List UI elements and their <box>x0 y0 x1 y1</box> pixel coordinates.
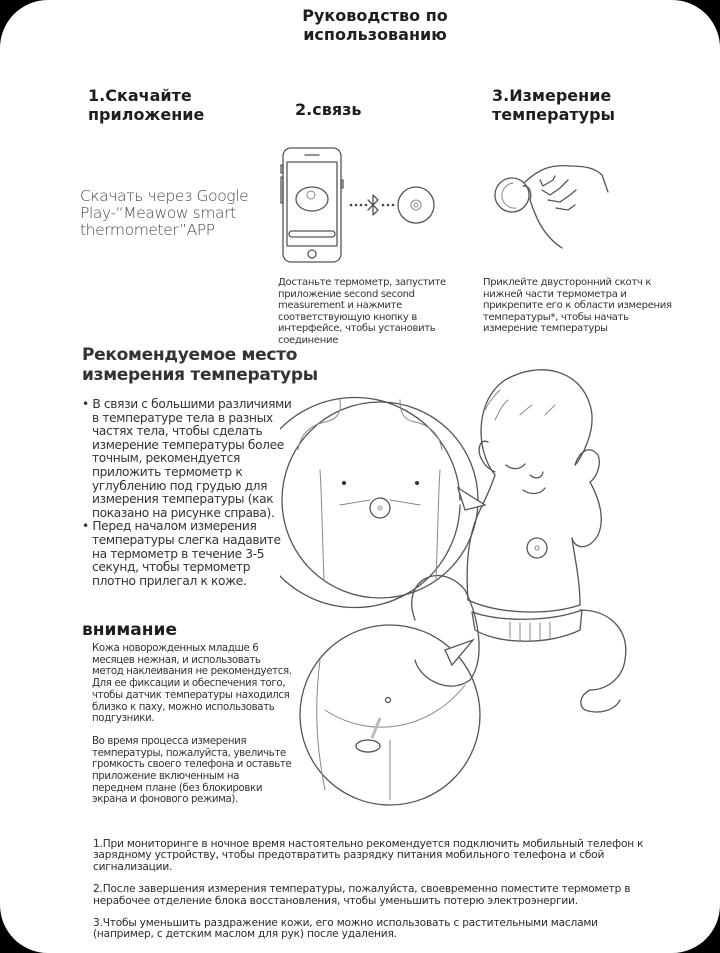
attention-paragraph: Кожа новорожденных младше 6 месяцев нежная, и использовать метод наклеивания не рекомендуется. Для ее фиксации и обеспечения того, чтобы датчик температуры находился близко к паху, можно использовать подгузники. <box>92 643 292 725</box>
attention-text <box>92 643 292 817</box>
chest-zoom-callout <box>280 398 485 608</box>
step-3-line2: температуры <box>492 105 615 124</box>
step-3-caption: Приклейте двусторонний скотч к нижней части термометра и прикрепите его к области измерения температуры*, чтобы начать измерение температуры <box>483 277 672 334</box>
connection-dots-left <box>350 204 368 207</box>
attention-paragraph: Во время процесса измерения температуры, пожалуйста, увеличьте громкость своего телефона и оставьте приложение включенным на переднем плане (без блокировки экрана и фонового режима). <box>92 735 292 806</box>
step-1-heading <box>88 86 204 124</box>
baby-illustration <box>280 360 650 820</box>
attention-heading: внимание <box>82 620 177 640</box>
smartphone-app-illustration <box>270 140 470 270</box>
recommended-place-heading: Рекомендуемое место измерения температуры <box>82 345 318 385</box>
step-1-line2: приложение <box>88 105 205 124</box>
groin-zoom-callout <box>300 625 480 805</box>
step-1-line1: 1.Скачайте <box>88 86 192 105</box>
download-instructions: Скачать через Google Play-“Meawow smart thermometer”APP <box>80 187 249 239</box>
step-2-heading: 2.связь <box>295 100 362 119</box>
bullet-item: • Перед началом измерения температуры слегка надавите на термометр в течение 3-5 секунд, чтобы термометр плотно прилегал к коже. <box>82 519 281 588</box>
notes-section <box>93 839 653 952</box>
note-item: 2.После завершения измерения температуры, пожалуйста, своевременно поместите термометр в нерабочее отделение блока восстановления, чтобы уменьшить потерю электроэнергии. <box>93 883 631 907</box>
step-3-line1: 3.Измерение <box>492 86 612 105</box>
hand-applying-patch-illustration <box>480 140 660 270</box>
thermometer-patch-illustration <box>398 187 434 223</box>
note-item: 3.Чтобы уменьшить раздражение кожи, его можно использовать с растительными маслами (например, с детским маслом для рук) после удаления. <box>93 917 598 941</box>
bluetooth-icon <box>368 195 378 215</box>
step-2-caption: Достаньте термометр, запустите приложение second second measurement и нажмите соответствующую кнопку в интерфейсе, чтобы установить соединение <box>278 277 446 346</box>
note-item: 1.При мониторинге в ночное время настоятельно рекомендуется подключить мобильный телефон к зарядному устройству, чтобы предотвратить разрядку питания мобильного телефона и сбой сигнализации. <box>93 838 644 873</box>
recommended-bullets <box>82 398 292 588</box>
step-3-heading <box>492 86 615 124</box>
page-title: Руководство по использованию <box>302 6 448 44</box>
connection-dots-right <box>382 204 395 207</box>
bullet-item: • В связи с большими различиями в температуре тела в разных частях тела, чтобы сделать измерение температуры более точным, рекомендуется приложить термометр к углублению под грудью для измерения температуры (как показано на рисунке справа). <box>82 397 292 520</box>
